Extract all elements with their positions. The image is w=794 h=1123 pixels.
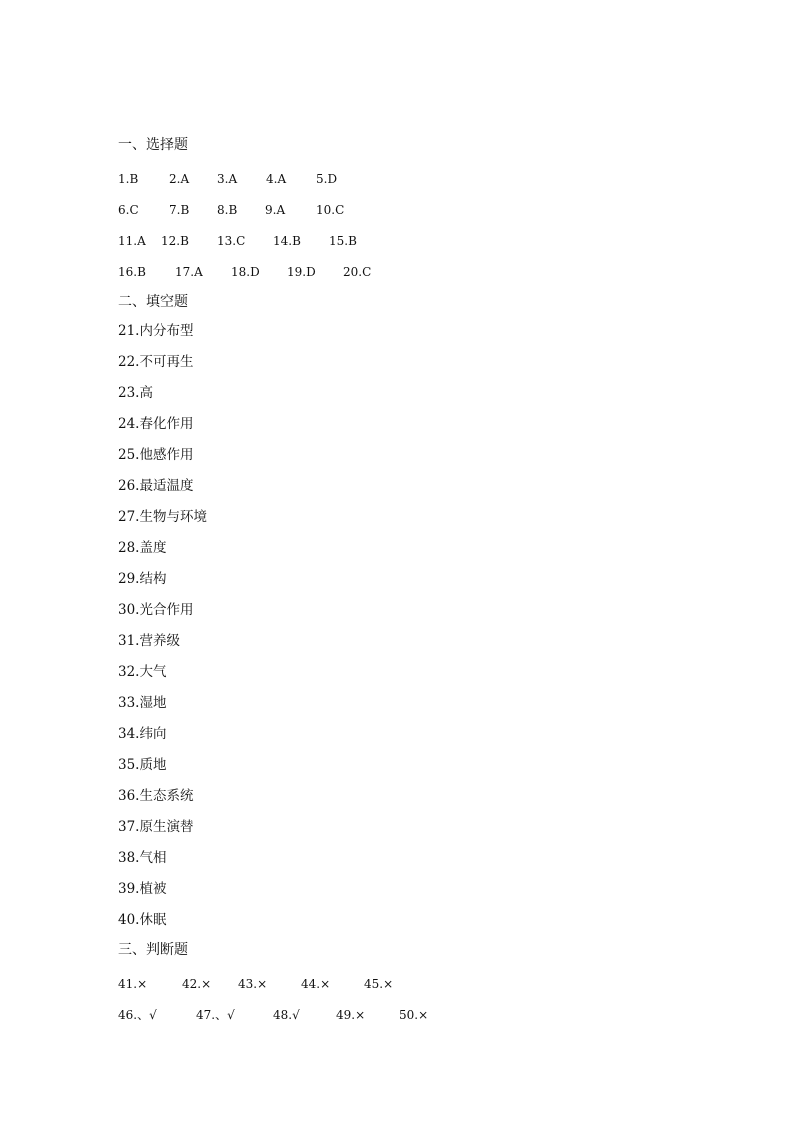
choice-answer: 11.A <box>118 234 146 248</box>
section-title-choice: 一、选择题 <box>118 137 188 153</box>
judge-answer: 48.√ <box>273 1008 300 1022</box>
choice-answer: 19.D <box>287 265 316 279</box>
fill-answer: 21.内分布型 <box>118 323 194 339</box>
choice-row-3 <box>118 226 718 257</box>
judge-answer: 42.× <box>182 977 212 991</box>
answer-content <box>118 133 718 1031</box>
fill-list <box>118 316 718 936</box>
fill-answer: 36.生态系统 <box>118 788 194 804</box>
fill-answer: 35.质地 <box>118 757 167 773</box>
choice-answer: 17.A <box>175 265 203 279</box>
fill-answer: 37.原生演替 <box>118 819 194 835</box>
judge-answer: 43.× <box>238 977 268 991</box>
fill-answer: 25.他感作用 <box>118 447 194 463</box>
judge-answer: 46.、√ <box>118 1008 157 1022</box>
judge-answer: 41.× <box>118 977 148 991</box>
section-title-judge: 三、判断题 <box>118 942 188 958</box>
judge-answer: 50.× <box>399 1008 429 1022</box>
fill-answer: 23.高 <box>118 385 153 401</box>
fill-answer: 31.营养级 <box>118 633 180 649</box>
choice-row-1 <box>118 164 718 195</box>
fill-answer: 39.植被 <box>118 881 167 897</box>
choice-answer: 2.A <box>169 172 190 186</box>
fill-answer: 24.春化作用 <box>118 416 194 432</box>
judge-answer: 49.× <box>336 1008 366 1022</box>
choice-answer: 16.B <box>118 265 146 279</box>
fill-answer: 22.不可再生 <box>118 354 194 370</box>
choice-answer: 6.C <box>118 203 139 217</box>
judge-row-2 <box>118 1000 718 1031</box>
choice-answer: 3.A <box>217 172 238 186</box>
judge-answer: 47.、√ <box>196 1008 235 1022</box>
fill-answer: 33.湿地 <box>118 695 167 711</box>
judge-answer: 44.× <box>301 977 331 991</box>
fill-answer: 34.纬向 <box>118 726 167 742</box>
choice-row-4 <box>118 257 718 288</box>
section-title-fill: 二、填空题 <box>118 294 188 310</box>
choice-answer: 13.C <box>217 234 246 248</box>
fill-answer: 26.最适温度 <box>118 478 194 494</box>
choice-answer: 8.B <box>217 203 238 217</box>
fill-answer: 40.休眠 <box>118 912 167 928</box>
judge-row-1 <box>118 969 718 1000</box>
choice-row-2 <box>118 195 718 226</box>
fill-answer: 28.盖度 <box>118 540 167 556</box>
choice-answer: 7.B <box>169 203 190 217</box>
choice-answer: 9.A <box>265 203 286 217</box>
fill-answer: 30.光合作用 <box>118 602 194 618</box>
choice-answer: 5.D <box>316 172 338 186</box>
fill-answer: 32.大气 <box>118 664 167 680</box>
fill-answer: 38.气相 <box>118 850 167 866</box>
choice-answer: 14.B <box>273 234 301 248</box>
fill-answer: 27.生物与环境 <box>118 509 207 525</box>
choice-answer: 12.B <box>161 234 189 248</box>
choice-answer: 4.A <box>266 172 287 186</box>
choice-answer: 18.D <box>231 265 260 279</box>
choice-answer: 1.B <box>118 172 139 186</box>
choice-answer: 15.B <box>329 234 357 248</box>
fill-answer: 29.结构 <box>118 571 167 587</box>
choice-answer: 10.C <box>316 203 345 217</box>
choice-answer: 20.C <box>343 265 372 279</box>
judge-answer: 45.× <box>364 977 394 991</box>
